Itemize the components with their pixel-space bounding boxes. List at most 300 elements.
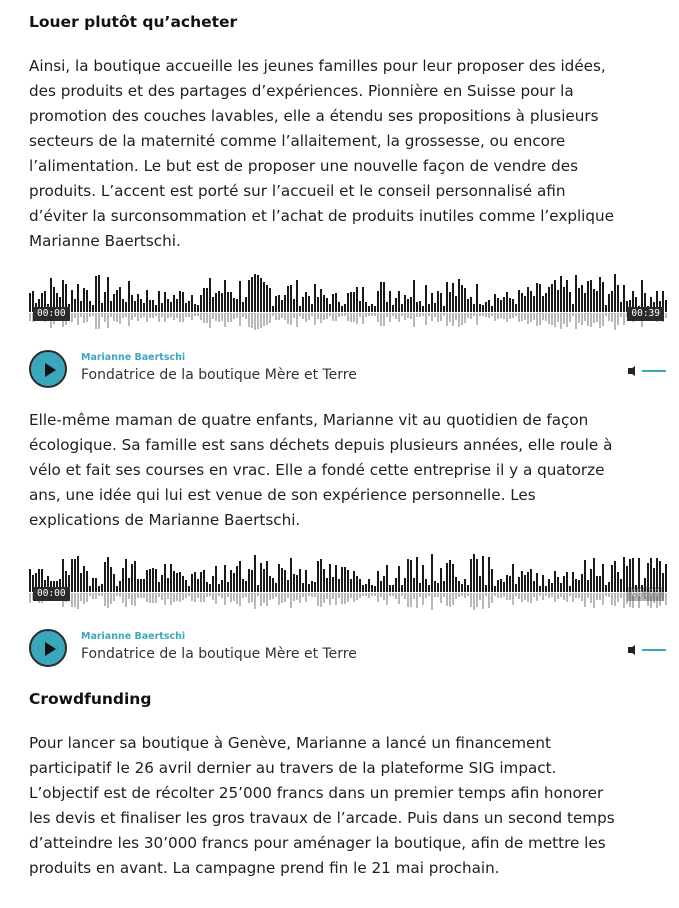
waveform-bar (443, 581, 445, 592)
waveform-bar (587, 281, 589, 312)
volume-slider[interactable] (642, 649, 666, 651)
waveform-bar-reflection (191, 593, 193, 601)
waveform-bar-reflection (95, 593, 97, 599)
waveform-bar (353, 292, 355, 312)
waveform-bar (587, 580, 589, 592)
waveform-bar-reflection (86, 313, 88, 322)
waveform-bar (359, 301, 361, 312)
waveform-bar-reflection (608, 313, 610, 321)
waveform-bar-reflection (428, 313, 430, 316)
waveform-bar (362, 287, 364, 312)
waveform-bar-reflection (149, 313, 151, 318)
waveform-bar (350, 579, 352, 592)
waveform-bar (443, 306, 445, 312)
waveform-bar-reflection (176, 313, 178, 318)
waveform-bar (581, 574, 583, 592)
waveform-bar (572, 304, 574, 312)
section-heading-louer: Louer plutôt qu’acheter (29, 13, 238, 31)
waveform-bar-reflection (497, 313, 499, 319)
waveform-bar (188, 586, 190, 592)
waveform-bar (158, 582, 160, 592)
waveform-bar (614, 274, 616, 312)
waveform-bar (560, 583, 562, 592)
paragraph-line: l’alimentation. Le but est de proposer une nouvelle façon de vendre des (29, 157, 578, 175)
waveform-bar-reflection (398, 313, 400, 322)
waveform-bar (374, 306, 376, 312)
paragraph-louer (29, 54, 661, 254)
waveform-bar-reflection (548, 593, 550, 598)
waveform-bar-reflection (428, 593, 430, 596)
waveform-bar (95, 578, 97, 592)
waveform-bar (479, 304, 481, 312)
waveform-bar-reflection (104, 313, 106, 322)
waveform-bar-reflection (374, 313, 376, 316)
waveform-bar (317, 561, 319, 592)
waveform-bar-reflection (158, 313, 160, 322)
waveform-bar-reflection (575, 593, 577, 598)
waveform-bar-reflection (326, 313, 328, 319)
waveform-bar-reflection (293, 593, 295, 601)
waveform-bar (566, 572, 568, 592)
waveform-bar (167, 578, 169, 592)
waveform-bar-reflection (251, 313, 253, 328)
waveform-bar (464, 288, 466, 312)
waveform-bar-reflection (611, 593, 613, 605)
waveform-bar (563, 287, 565, 312)
waveform-bar (146, 570, 148, 592)
volume-control[interactable] (628, 363, 668, 377)
waveform-bar-reflection (149, 593, 151, 603)
waveform-bar (269, 576, 271, 592)
duration: 00:?? (627, 587, 664, 601)
waveform-bar (431, 554, 433, 592)
paragraph-line: écologique. Sa famille est sans déchets depuis plusieurs années, elle roule à (29, 436, 613, 454)
waveform-bar (227, 292, 229, 312)
waveform-bar-reflection (311, 313, 313, 316)
waveform-bar-reflection (512, 313, 514, 318)
waveform-bar (206, 288, 208, 312)
waveform-bar-reflection (248, 593, 250, 603)
waveform-bar-reflection (326, 593, 328, 599)
waveform-bar-reflection (578, 593, 580, 598)
waveform-bar-reflection (260, 593, 262, 606)
waveform-bar (179, 291, 181, 312)
waveform-bar-reflection (383, 593, 385, 600)
waveform-bar (437, 583, 439, 592)
waveform-bar-reflection (230, 593, 232, 602)
volume-icon-cone (628, 366, 635, 376)
waveform-graphic (29, 548, 668, 616)
waveform-bar-reflection (125, 313, 127, 317)
waveform-bar-reflection (452, 593, 454, 605)
waveform-bar (92, 305, 94, 312)
waveform-bar (404, 578, 406, 592)
waveform-bar-reflection (410, 313, 412, 319)
waveform-bar (140, 299, 142, 312)
waveform-bar (329, 304, 331, 312)
waveform-bar-reflection (269, 593, 271, 600)
waveform-bar-reflection (353, 593, 355, 602)
waveform-bar-reflection (302, 593, 304, 597)
section-heading-crowdfunding: Crowdfunding (29, 690, 152, 708)
waveform-bar (413, 280, 415, 312)
waveform-bar (584, 560, 586, 592)
waveform-bar (389, 291, 391, 312)
waveform-bar-reflection (290, 313, 292, 325)
waveform-bar (533, 296, 535, 312)
volume-control[interactable] (628, 642, 668, 656)
waveform-bar (338, 302, 340, 312)
waveform-bar (575, 275, 577, 312)
waveform-bar (521, 293, 523, 312)
waveform-bar-reflection (560, 313, 562, 329)
waveform-bar-reflection (479, 593, 481, 600)
waveform-bar (518, 290, 520, 312)
waveform-bar-reflection (599, 313, 601, 328)
waveform-bar (314, 284, 316, 312)
waveform-bar-reflection (539, 593, 541, 596)
waveform-bar (173, 571, 175, 592)
waveform-bar (545, 586, 547, 592)
waveform-bar-reflection (557, 593, 559, 599)
waveform-bar-reflection (233, 593, 235, 601)
waveform-bar (101, 584, 103, 592)
waveform-bar-reflection (350, 593, 352, 598)
waveform-bar-reflection (347, 313, 349, 321)
waveform-bar (143, 303, 145, 312)
waveform-bar-reflection (545, 313, 547, 321)
waveform-bar (221, 580, 223, 592)
waveform-bar-reflection (581, 313, 583, 325)
waveform-bar (428, 585, 430, 592)
waveform-bar (263, 282, 265, 312)
waveform-bar-reflection (383, 313, 385, 326)
waveform-bar-reflection (566, 593, 568, 602)
waveform-bar (242, 302, 244, 312)
waveform-bar (392, 585, 394, 592)
waveform-bar-reflection (455, 313, 457, 320)
waveform-bar-reflection (173, 593, 175, 602)
waveform-bar-reflection (605, 313, 607, 316)
waveform-bar (611, 291, 613, 312)
waveform-bar-reflection (482, 313, 484, 316)
waveform-bar (446, 282, 448, 312)
paragraph-line: Marianne Baertschi. (29, 232, 181, 250)
waveform-bar (98, 586, 100, 592)
waveform-bar-reflection (392, 593, 394, 596)
waveform-bar (473, 304, 475, 312)
waveform-bar (365, 584, 367, 592)
waveform-bar-reflection (254, 593, 256, 609)
waveform-bar (185, 303, 187, 312)
waveform-bar (554, 571, 556, 592)
waveform-bar-reflection (461, 593, 463, 596)
waveform-bar (281, 300, 283, 312)
waveform-bar (224, 280, 226, 312)
waveform-bar (479, 576, 481, 592)
waveform-bar (398, 291, 400, 312)
waveform-bar (101, 303, 103, 312)
waveform-bar (119, 581, 121, 592)
waveform-bar-reflection (101, 593, 103, 596)
waveform-bar-reflection (83, 313, 85, 323)
waveform-bar (338, 579, 340, 592)
waveform-bar (623, 285, 625, 312)
waveform-bar-reflection (389, 593, 391, 596)
waveform-bar-reflection (329, 593, 331, 605)
waveform-bar (350, 292, 352, 312)
waveform-bar-reflection (506, 593, 508, 600)
waveform-bar-reflection (446, 313, 448, 326)
waveform-bar (248, 569, 250, 592)
waveform-bar (476, 559, 478, 592)
waveform-bar (116, 586, 118, 592)
waveform-bar (392, 305, 394, 312)
waveform-bar (185, 580, 187, 592)
waveform-bar-reflection (386, 593, 388, 605)
paragraph-line: Ainsi, la boutique accueille les jeunes familles pour leur proposer des idées, (29, 57, 606, 75)
waveform-bar-reflection (239, 313, 241, 326)
waveform-bar-reflection (446, 593, 448, 606)
waveform-bar (449, 292, 451, 312)
volume-slider[interactable] (642, 370, 666, 372)
waveform-bar-reflection (614, 593, 616, 606)
waveform-bar-reflection (311, 593, 313, 597)
paragraph-maman (29, 408, 661, 533)
waveform-bar (578, 580, 580, 592)
waveform-bar (557, 290, 559, 312)
waveform-bar (107, 557, 109, 592)
waveform-bar-reflection (521, 593, 523, 602)
waveform-bar-reflection (530, 313, 532, 322)
waveform-bar (569, 292, 571, 312)
waveform-bar-reflection (509, 313, 511, 319)
waveform-bar-reflection (209, 313, 211, 328)
waveform-bar (497, 580, 499, 592)
waveform-bar-reflection (164, 593, 166, 605)
waveform-bar (455, 296, 457, 312)
waveform-bar-reflection (170, 313, 172, 317)
waveform-bar-reflection (587, 313, 589, 326)
waveform-bar (257, 585, 259, 592)
waveform-bar (200, 572, 202, 592)
waveform-bar-reflection (266, 593, 268, 606)
waveform-bar (194, 304, 196, 312)
waveform-bar (482, 305, 484, 312)
paragraph-line: ans, une idée qui lui est venue de son expérience personnelle. Les (29, 486, 536, 504)
waveform-bar (575, 579, 577, 592)
play-button[interactable] (29, 629, 67, 667)
waveform-bar-reflection (500, 593, 502, 598)
waveform-bar-reflection (416, 313, 418, 317)
current-time: 00:00 (33, 587, 70, 601)
waveform-bar (218, 291, 220, 312)
waveform-bar-reflection (416, 593, 418, 608)
waveform-bar-reflection (176, 593, 178, 601)
waveform-bar-reflection (401, 593, 403, 596)
waveform-bar-reflection (665, 313, 667, 318)
waveform-bar (500, 300, 502, 312)
waveform-bar (302, 297, 304, 312)
waveform-bar (191, 295, 193, 312)
waveform-bar (80, 573, 82, 592)
waveform-bar (380, 282, 382, 312)
waveform-bar (395, 298, 397, 312)
waveform-bar (329, 564, 331, 592)
waveform-bar (107, 277, 109, 312)
waveform-bar-reflection (455, 593, 457, 599)
waveform-bar (452, 564, 454, 592)
waveform-bar-reflection (533, 593, 535, 597)
waveform-bar-reflection (506, 313, 508, 322)
waveform-bar (620, 579, 622, 592)
waveform-bar-reflection (491, 313, 493, 316)
waveform-bar (551, 583, 553, 592)
waveform-bar-reflection (110, 593, 112, 604)
waveform-bar-reflection (158, 593, 160, 597)
waveform-bar-reflection (422, 593, 424, 605)
waveform-bar (593, 289, 595, 312)
waveform-bar (86, 571, 88, 592)
waveform-bar (269, 288, 271, 312)
waveform-bar-reflection (179, 593, 181, 602)
waveform-bar (155, 569, 157, 592)
waveform-bar (242, 579, 244, 592)
waveform-bar (227, 582, 229, 592)
waveform-bar-reflection (467, 593, 469, 596)
waveform-bar-reflection (167, 313, 169, 318)
waveform-bar-reflection (344, 313, 346, 316)
waveform-bar-reflection (125, 593, 127, 607)
waveform-bar (239, 561, 241, 592)
waveform-bar-reflection (134, 313, 136, 317)
waveform-bar-reflection (206, 593, 208, 597)
waveform-bar (29, 293, 31, 312)
waveform-bar (515, 584, 517, 592)
waveform-bar (422, 565, 424, 592)
waveform-bar (293, 574, 295, 592)
waveform-bar-reflection (197, 313, 199, 316)
waveform-bar (146, 290, 148, 312)
waveform-bar (263, 569, 265, 592)
waveform-bar (470, 559, 472, 592)
waveform-bar (512, 299, 514, 312)
waveform-bar-reflection (581, 593, 583, 601)
waveform-bar (401, 304, 403, 312)
waveform-bar-reflection (434, 313, 436, 317)
waveform-bar-reflection (77, 313, 79, 325)
waveform-bar-reflection (188, 593, 190, 596)
waveform-bar (137, 294, 139, 312)
waveform-bar (200, 295, 202, 312)
waveform-bar-reflection (80, 313, 82, 317)
waveform-bar (197, 305, 199, 312)
waveform-bar-reflection (218, 593, 220, 596)
waveform-bar-reflection (275, 313, 277, 320)
play-button[interactable] (29, 350, 67, 388)
waveform-bar (602, 282, 604, 312)
waveform-bar-reflection (620, 313, 622, 317)
waveform-bar (296, 575, 298, 592)
duration: 00:39 (627, 307, 664, 321)
waveform-bar (128, 281, 130, 312)
waveform-bar-reflection (458, 593, 460, 597)
waveform-bar-reflection (227, 593, 229, 597)
waveform-bar (491, 569, 493, 592)
waveform-bar-reflection (620, 593, 622, 598)
audio-waveform[interactable] (29, 548, 668, 616)
waveform-bar (413, 578, 415, 592)
waveform-bar (149, 300, 151, 312)
waveform-bar (425, 285, 427, 312)
waveform-bar (341, 306, 343, 312)
waveform-bar-reflection (308, 313, 310, 320)
waveform-bar (410, 297, 412, 312)
waveform-bar (341, 567, 343, 592)
waveform-bar-reflection (134, 593, 136, 606)
waveform-bar-reflection (587, 593, 589, 598)
waveform-bar-reflection (29, 313, 31, 321)
waveform-bar (461, 285, 463, 312)
waveform-bar (347, 293, 349, 312)
waveform-bar (569, 586, 571, 592)
waveform-bar (308, 296, 310, 312)
waveform-bar (230, 570, 232, 592)
waveform-bar (272, 578, 274, 592)
waveform-bar-reflection (356, 593, 358, 600)
waveform-bar-reflection (365, 313, 367, 317)
waveform-bar (287, 286, 289, 312)
audio-waveform[interactable] (29, 268, 668, 336)
waveform-bar-reflection (344, 593, 346, 604)
waveform-bar-reflection (164, 313, 166, 322)
waveform-bar-reflection (623, 593, 625, 608)
waveform-bar (182, 292, 184, 312)
paragraph-line: vélo et fait ses courses en vrac. Elle a fondé cette entreprise il y a quatorze (29, 461, 605, 479)
waveform-bar (233, 298, 235, 312)
waveform-bar (389, 585, 391, 592)
waveform-bar (473, 554, 475, 592)
waveform-bar-reflection (590, 313, 592, 327)
waveform-bar (371, 304, 373, 312)
waveform-bar (281, 568, 283, 592)
waveform-bar (95, 276, 97, 312)
waveform-bar-reflection (146, 313, 148, 322)
waveform-bar (212, 297, 214, 312)
waveform-bar (236, 299, 238, 312)
waveform-bar-reflection (443, 313, 445, 316)
waveform-bar-reflection (188, 313, 190, 317)
waveform-bar-reflection (467, 313, 469, 318)
waveform-bar (605, 305, 607, 312)
waveform-bar-reflection (338, 593, 340, 598)
waveform-bar (161, 575, 163, 592)
waveform-bar (527, 572, 529, 592)
waveform-bar (92, 578, 94, 592)
waveform-bar (254, 274, 256, 312)
waveform-bar (344, 304, 346, 312)
waveform-bar (278, 564, 280, 592)
waveform-bar (122, 299, 124, 312)
waveform-bar-reflection (92, 313, 94, 316)
waveform-bar (536, 573, 538, 592)
waveform-bar (221, 293, 223, 312)
waveform-bar (209, 278, 211, 312)
waveform-bar (275, 583, 277, 592)
waveform-bar (110, 301, 112, 312)
waveform-bar (314, 582, 316, 592)
waveform-bar (365, 302, 367, 312)
